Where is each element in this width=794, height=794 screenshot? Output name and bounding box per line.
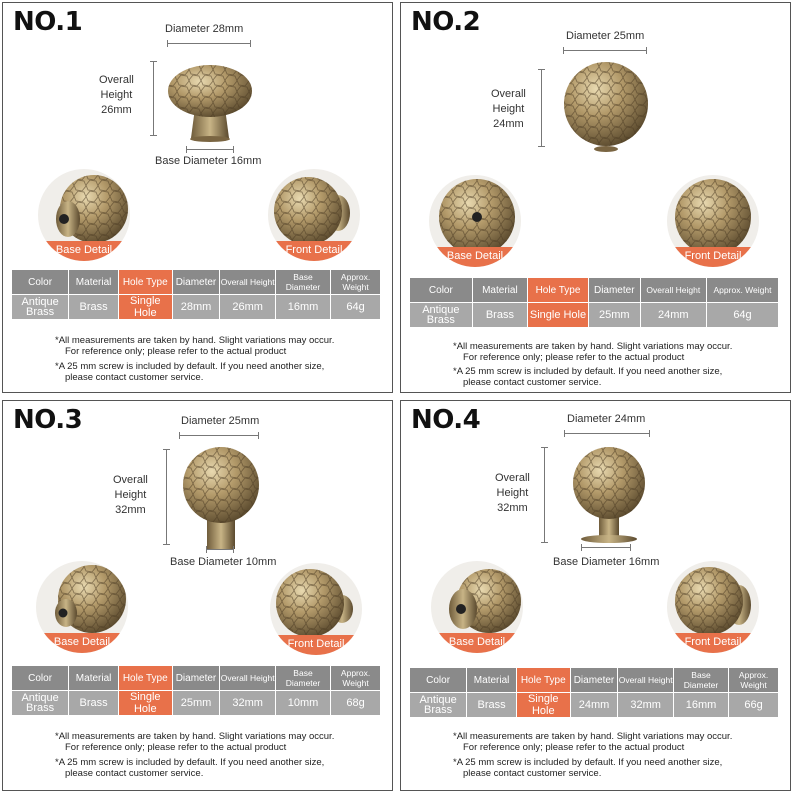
height-dimension-line [544,447,545,543]
base-diameter-label: Base Diameter 10mm [170,556,277,568]
spec-table [409,277,779,328]
header-diameter: Diameter [570,668,618,693]
base-detail-tag: Base Detail [36,633,128,653]
header-diameter: Diameter [172,666,220,691]
front-detail-tag: Front Detail [270,635,362,655]
product-title: NO.3 [13,405,83,435]
base-detail-tag: Base Detail [429,247,521,267]
value-material: Brass [472,303,527,328]
value-diameter: 24mm [570,693,618,718]
base-detail-image [36,561,128,653]
height-dimension-line [166,449,167,545]
screw-note: *A 25 mm screw is included by default. If you need another size, please contact customer service. [55,757,325,779]
diameter-dimension-line [563,50,647,51]
header-weight: Approx. Weight [331,666,381,691]
header-material: Material [69,666,119,691]
base-dimension-line [581,547,631,548]
product-title: NO.1 [13,7,83,37]
value-weight: 64g [707,303,779,328]
diameter-dimension-line [179,435,259,436]
diameter-label: Diameter 25mm [566,30,645,42]
product-title: NO.2 [411,7,481,37]
header-base-diameter: Base Diameter [673,668,728,693]
diameter-dimension-line [564,433,650,434]
base-dimension-line [206,549,234,550]
header-hole-type: Hole Type [528,278,589,303]
front-detail-tag: Front Detail [667,633,759,653]
header-overall-height: Overall Height [220,666,275,691]
header-diameter: Diameter [588,278,640,303]
base-detail-image [431,561,523,653]
base-detail-image [429,175,521,267]
height-dimension-line [541,69,542,147]
header-hole-type: Hole Type [517,668,571,693]
header-color: Color [410,668,467,693]
measurement-note: *All measurements are taken by hand. Slight variations may occur. For reference only; please refer to the actual product [55,731,335,753]
value-hole-type: Single Hole [528,303,589,328]
value-color: Antique Brass [410,693,467,718]
header-hole-type: Hole Type [119,270,173,295]
knob-image [165,53,255,143]
product-title: NO.4 [411,405,481,435]
height-dimension-line [153,61,154,136]
measurement-note: *All measurements are taken by hand. Slight variations may occur. For reference only; please refer to the actual product [453,341,733,363]
value-diameter: 25mm [588,303,640,328]
header-weight: Approx. Weight [707,278,779,303]
product-panel-4 [400,400,791,791]
product-panel-1 [2,2,393,393]
header-overall-height: Overall Height [640,278,706,303]
value-color: Antique Brass [12,295,69,320]
spec-table [11,665,381,716]
base-diameter-label: Base Diameter 16mm [553,556,660,568]
value-hole-type: Single Hole [119,295,173,320]
value-base-diameter: 16mm [673,693,728,718]
diameter-label: Diameter 25mm [181,415,260,427]
screw-note: *A 25 mm screw is included by default. If you need another size, please contact customer service. [55,361,325,383]
value-weight: 68g [331,691,381,716]
measurement-note: *All measurements are taken by hand. Slight variations may occur. For reference only; please refer to the actual product [453,731,733,753]
diameter-label: Diameter 28mm [165,23,244,35]
screw-note: *A 25 mm screw is included by default. If you need another size, please contact customer service. [453,757,723,779]
front-detail-image [667,561,759,653]
value-overall-height: 32mm [618,693,673,718]
value-hole-type: Single Hole [517,693,571,718]
diameter-dimension-line [167,43,251,44]
value-color: Antique Brass [410,303,473,328]
header-weight: Approx. Weight [331,270,381,295]
header-material: Material [467,668,517,693]
front-detail-image [667,175,759,267]
knob-image [181,445,261,549]
header-overall-height: Overall Height [220,270,275,295]
base-detail-tag: Base Detail [38,241,130,261]
header-weight: Approx. Weight [729,668,779,693]
value-base-diameter: 10mm [275,691,330,716]
base-dimension-line [186,149,234,150]
value-weight: 64g [331,295,381,320]
front-detail-image [270,563,362,655]
knob-image [563,61,649,151]
header-base-diameter: Base Diameter [275,666,330,691]
header-diameter: Diameter [172,270,220,295]
value-color: Antique Brass [12,691,69,716]
base-detail-tag: Base Detail [431,633,523,653]
front-detail-image [268,169,360,261]
value-overall-height: 32mm [220,691,275,716]
spec-table [11,269,381,320]
value-material: Brass [467,693,517,718]
height-label: Overall Height 24mm [491,88,526,130]
front-detail-tag: Front Detail [268,241,360,261]
height-label: Overall Height 26mm [99,74,134,116]
value-weight: 66g [729,693,779,718]
value-hole-type: Single Hole [119,691,173,716]
height-label: Overall Height 32mm [113,474,148,516]
measurement-note: *All measurements are taken by hand. Slight variations may occur. For reference only; please refer to the actual product [55,335,335,357]
diameter-label: Diameter 24mm [567,413,646,425]
value-overall-height: 24mm [640,303,706,328]
value-overall-height: 26mm [220,295,275,320]
header-base-diameter: Base Diameter [275,270,330,295]
base-diameter-label: Base Diameter 16mm [155,155,262,167]
value-diameter: 25mm [172,691,220,716]
screw-note: *A 25 mm screw is included by default. If you need another size, please contact customer service. [453,366,723,388]
front-detail-tag: Front Detail [667,247,759,267]
spec-table [409,667,779,718]
base-detail-image [38,169,130,261]
knob-image [567,445,651,545]
value-material: Brass [69,691,119,716]
header-material: Material [69,270,119,295]
header-material: Material [472,278,527,303]
value-diameter: 28mm [172,295,220,320]
value-base-diameter: 16mm [275,295,330,320]
header-hole-type: Hole Type [119,666,173,691]
header-overall-height: Overall Height [618,668,673,693]
value-material: Brass [69,295,119,320]
header-color: Color [410,278,473,303]
product-panel-3 [2,400,393,791]
header-color: Color [12,666,69,691]
height-label: Overall Height 32mm [495,472,530,514]
product-panel-2 [400,2,791,393]
header-color: Color [12,270,69,295]
